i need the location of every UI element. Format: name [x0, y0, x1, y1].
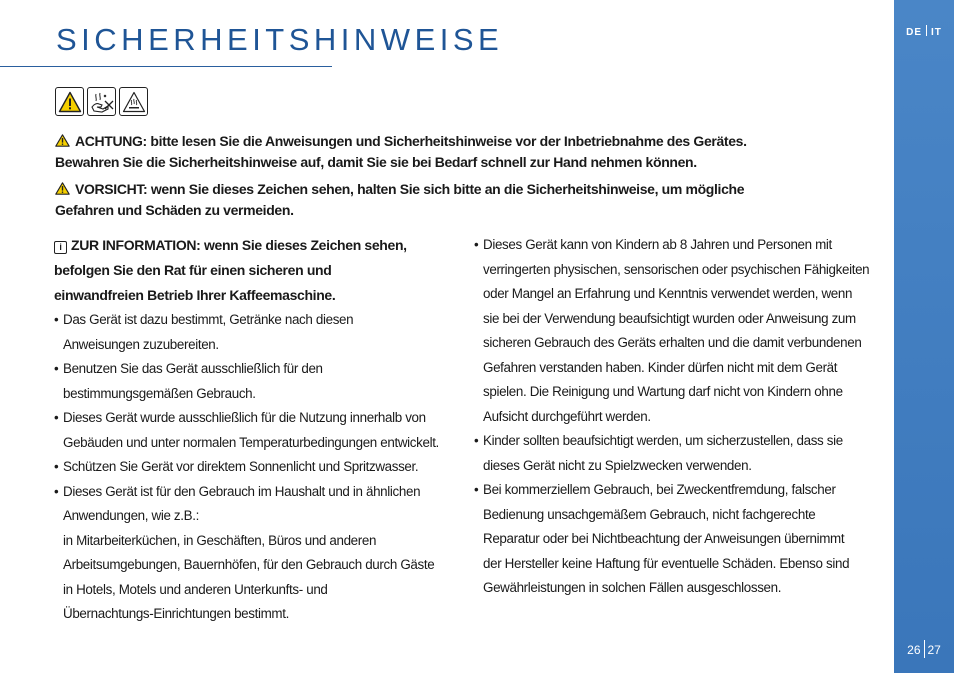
list-item [474, 233, 874, 429]
list-item-line: spielen. Die Reinigung und Wartung darf nicht von Kindern ohne [483, 384, 843, 399]
page-number-left: 26 [907, 643, 921, 657]
list-item-line: oder Mangel an Erfahrung und Kenntnis verwendet werden, wenn [483, 286, 853, 301]
side-tab-bar [894, 0, 954, 673]
page-number-separator [924, 640, 925, 658]
list-item-line: sicheren Gebrauch des Geräts erhalten und die damit verbundenen [483, 335, 862, 350]
list-item [54, 480, 454, 627]
list-item-line: Übernachtungs-Einrichtungen bestimmt. [63, 606, 289, 621]
list-item-line: in Hotels, Motels und anderen Unterkunfts- und [63, 581, 328, 597]
list-item-line: • Kinder sollten beaufsichtigt werden, um sicherzustellen, dass sie [483, 433, 843, 448]
left-bullet-list [54, 308, 454, 627]
list-item-line: in Mitarbeiterküchen, in Geschäften, Büros und anderen [63, 532, 377, 548]
list-item-line: Gewährleistungen in solchen Fällen ausgeschlossen. [483, 580, 782, 595]
list-item-line: der Hersteller keine Haftung für eventuelle Schäden. Ebenso sind [483, 555, 850, 571]
list-item-line: • Bei kommerziellem Gebrauch, bei Zweckentfremdung, falscher [483, 482, 836, 497]
warning-triangle-icon [55, 182, 70, 195]
list-item-line: sie bei der Verwendung beaufsichtigt wurden oder Anweisung zum [483, 310, 856, 326]
lang-separator [926, 25, 927, 36]
page-number-right: 27 [927, 643, 941, 657]
list-item-line: Bedienung unsachgemäßem Gebrauch, nicht fachgerechte [483, 506, 816, 522]
vorsicht-warning [55, 179, 875, 221]
list-item [474, 478, 874, 601]
achtung-text-line1: ACHTUNG: bitte lesen Sie die Anweisungen und Sicherheitshinweise vor der Inbetriebnahme des Gerätes. [75, 133, 747, 149]
list-item [54, 308, 454, 357]
list-item-line: bestimmungsgemäßen Gebrauch. [63, 385, 256, 401]
list-item-line: • Das Gerät ist dazu bestimmt, Getränke nach diesen [63, 312, 354, 327]
achtung-warning [55, 131, 875, 173]
info-text-line1: ZUR INFORMATION: wenn Sie dieses Zeichen sehen, [71, 237, 407, 253]
list-item-line: Reparatur oder bei Nichtbeachtung der Anweisungen übernimmt [483, 531, 845, 546]
list-item-line: • Dieses Gerät kann von Kindern ab 8 Jahren und Personen mit [483, 237, 832, 252]
page-title: SICHERHEITSHINWEISE [56, 22, 504, 57]
lang-it: IT [931, 27, 942, 38]
info-notice [54, 233, 454, 308]
left-column [54, 233, 454, 627]
list-item-line: Arbeitsumgebungen, Bauernhöfen, für den Gebrauch durch Gäste [63, 557, 435, 572]
list-item-line: Anweisungen zuzubereiten. [63, 336, 219, 352]
moisture-hand-icon [87, 87, 116, 116]
lang-de: DE [906, 27, 922, 38]
list-item-line: dieses Gerät nicht zu Spielzwecken verwenden. [483, 457, 752, 473]
page-numbers [894, 640, 954, 658]
list-item-line: Aufsicht durchgeführt werden. [483, 408, 651, 424]
safety-icons-row [55, 87, 148, 116]
info-icon: i [54, 241, 67, 254]
list-item-line: • Dieses Gerät ist für den Gebrauch im Haushalt und in ähnlichen [63, 483, 421, 499]
list-item-line: verringerten physischen, sensorischen oder psychischen Fähigkeiten [483, 261, 870, 277]
info-text-line3: einwandfreien Betrieb Ihrer Kaffeemaschine. [54, 287, 336, 303]
list-item-line: • Dieses Gerät wurde ausschließlich für die Nutzung innerhalb von [63, 410, 426, 425]
vorsicht-text-line1: VORSICHT: wenn Sie dieses Zeichen sehen, halten Sie sich bitte an die Sicherheitshinweise, um mögliche [75, 181, 745, 197]
list-item-line: • Benutzen Sie das Gerät ausschließlich für den [63, 361, 323, 376]
list-item [54, 357, 454, 406]
list-item [474, 429, 874, 478]
warning-triangle-icon [55, 87, 84, 116]
list-item [54, 455, 454, 480]
vorsicht-text-line2: Gefahren und Schäden zu vermeiden. [55, 202, 294, 218]
list-item [54, 406, 454, 455]
info-text-line2: befolgen Sie den Rat für einen sicheren und [54, 262, 332, 278]
list-item-line: • Schützen Sie Gerät vor direktem Sonnenlicht und Spritzwasser. [63, 459, 419, 474]
right-bullet-list [474, 233, 874, 601]
warning-triangle-icon [55, 134, 70, 147]
language-indicator [894, 25, 954, 38]
list-item-line: Anwendungen, wie z.B.: [63, 508, 199, 523]
hot-surface-icon [119, 87, 148, 116]
title-underline [0, 66, 332, 67]
list-item-line: Gefahren verstanden haben. Kinder dürfen nicht mit dem Gerät [483, 359, 838, 375]
list-item-line: Gebäuden und unter normalen Temperaturbedingungen entwickelt. [63, 434, 439, 450]
achtung-text-line2: Bewahren Sie die Sicherheitshinweise auf, damit Sie sie bei Bedarf schnell zur Hand nehmen können. [55, 154, 697, 170]
right-column [474, 233, 874, 601]
